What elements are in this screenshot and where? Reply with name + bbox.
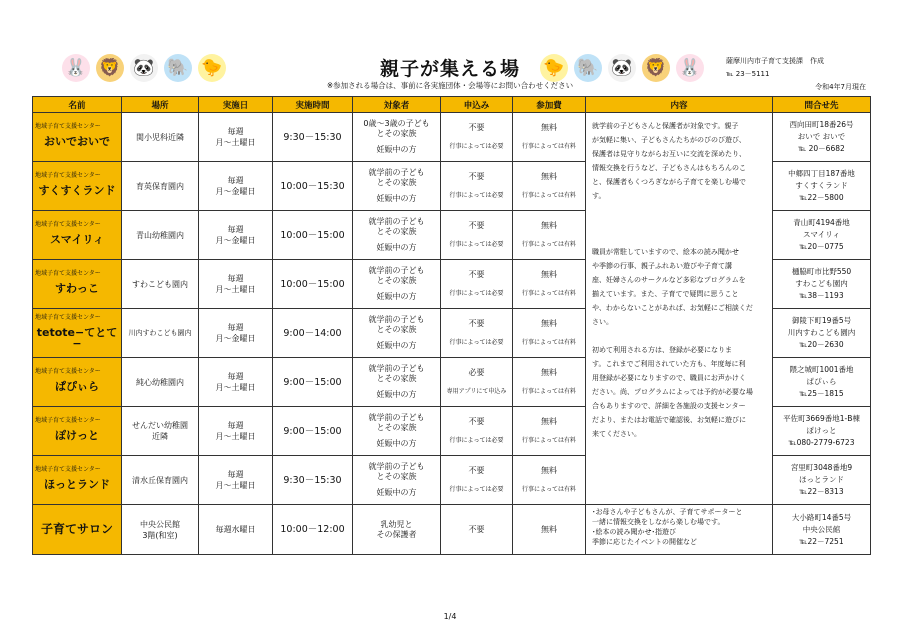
rabbit-icon: 🐰 — [62, 54, 90, 82]
apply: 不要 行事によっては必要 — [441, 309, 513, 358]
fee: 無料 行事によっては有料 — [513, 211, 586, 260]
col-header-day: 実施日 — [199, 97, 273, 113]
contact: 大小路町14番5号 中央公民館 ℡22－7251 — [773, 505, 871, 555]
place: 青山幼稚園内 — [122, 211, 199, 260]
org-label: 地域子育て支援センター — [35, 368, 101, 375]
apply: 不要 — [441, 505, 513, 555]
fee: 無料 行事によっては有料 — [513, 162, 586, 211]
day: 毎週水曜日 — [199, 505, 273, 555]
time: 9:00－15:00 — [273, 407, 353, 456]
day: 毎週 月～土曜日 — [199, 407, 273, 456]
col-header-target: 対象者 — [353, 97, 441, 113]
fee: 無料 行事によっては有料 — [513, 358, 586, 407]
table-row — [33, 505, 871, 555]
panda-icon: 🐼 — [130, 54, 158, 82]
place: 清水丘保育園内 — [122, 456, 199, 505]
target: 就学前の子ども とその家族 妊娠中の方 — [353, 407, 441, 456]
facility-name: 子育てサロン — [40, 522, 113, 536]
apply: 不要 行事によっては必要 — [441, 211, 513, 260]
contact: 隈之城町1001番地 ぱぴぃら ℡25－1815 — [773, 358, 871, 407]
fee: 無料 — [513, 505, 586, 555]
col-header-fee: 参加費 — [513, 97, 586, 113]
col-header-apply: 申込み — [441, 97, 513, 113]
col-header-place: 場所 — [122, 97, 199, 113]
apply: 必要 専用アプリにて申込み — [441, 358, 513, 407]
facility-name: おいでおいで — [44, 135, 110, 148]
contact: 宮里町3048番地9 ほっとランド ℡22－8313 — [773, 456, 871, 505]
lion-icon: 🦁 — [642, 54, 670, 82]
col-header-time: 実施時間 — [273, 97, 353, 113]
issuer-date: 令和4年7月現在 — [815, 83, 866, 91]
fee: 無料 行事によっては有料 — [513, 260, 586, 309]
time: 10:00－15:00 — [273, 260, 353, 309]
apply: 不要 行事によっては必要 — [441, 260, 513, 309]
facility-name-cell — [33, 260, 122, 309]
day: 毎週 月～金曜日 — [199, 211, 273, 260]
target: 就学前の子ども とその家族 妊娠中の方 — [353, 162, 441, 211]
issuer-tel: ℡ 23－5111 — [726, 70, 770, 78]
target: 就学前の子ども とその家族 妊娠中の方 — [353, 260, 441, 309]
time: 9:00－15:00 — [273, 358, 353, 407]
col-header-name: 名前 — [33, 97, 122, 113]
day: 毎週 月～金曜日 — [199, 309, 273, 358]
col-header-content: 内容 — [586, 97, 773, 113]
facility-name: ほっとランド — [44, 478, 110, 491]
content-description: 就学前の子どもさんと保護者が対象です。親子 が気軽に集い、子どもさんたちがのびのび遊び、 保護者は見守りながらお互いに交流を深めたり、 情報交換を行うなど、子どもさんはもちろんのこ と、保護者もくつろぎながら子育てを楽しむ場で す。 職員が常駐していますので、絵本の読み聞かせ や季節の行事、親子ふれあい遊びや子育て講 座、妊婦さんのサークルなど多彩なプログラムを 揃えています。また、子育てで疑問に思うこと や、わからないことがあれば、お気軽にご相談くだ さい。 初めて利用される方は、登録が必要になりま す。これまでご利用されていた方も、年度毎に利 用登録が必要になりますので、職員にお声かけく ださい。尚、プログラムによっては予約が必要な場 合もありますので、詳細を各施設の支援センター だより、またはお電話で確認後、お気軽に遊びに 来てください。 — [586, 113, 773, 505]
facility-name: ぱぴぃら — [55, 380, 99, 393]
fee: 無料 行事によっては有料 — [513, 456, 586, 505]
place: 育英保育園内 — [122, 162, 199, 211]
time: 9:30－15:30 — [273, 456, 353, 505]
facility-name-cell — [33, 358, 122, 407]
facility-name-cell — [33, 309, 122, 358]
chick-icon: 🐤 — [540, 54, 568, 82]
facility-name: スマイリィ — [49, 233, 105, 246]
contact: 樋脇町市比野550 すわこども園内 ℡38－1193 — [773, 260, 871, 309]
apply: 不要 行事によっては必要 — [441, 407, 513, 456]
target: 就学前の子ども とその家族 妊娠中の方 — [353, 309, 441, 358]
place: 川内すわこども園内 — [122, 309, 199, 358]
facility-name-cell — [33, 407, 122, 456]
org-label: 地域子育て支援センター — [35, 313, 101, 321]
time: 10:00－15:30 — [273, 162, 353, 211]
time: 9:30－15:30 — [273, 113, 353, 162]
day: 毎週 月～土曜日 — [199, 260, 273, 309]
time: 10:00－12:00 — [273, 505, 353, 555]
issuer-dept: 薩摩川内市子育て支援課 作成 — [726, 57, 824, 65]
apply: 不要 行事によっては必要 — [441, 162, 513, 211]
chick-icon: 🐤 — [198, 54, 226, 82]
page-title: 親子が集える場 — [379, 58, 520, 80]
org-label: 地域子育て支援センター — [35, 123, 101, 130]
rabbit-icon: 🐰 — [676, 54, 704, 82]
facility-name-cell — [33, 162, 122, 211]
elephant-icon: 🐘 — [574, 54, 602, 82]
day: 毎週 月～金曜日 — [199, 162, 273, 211]
place: 純心幼稚園内 — [122, 358, 199, 407]
place: せんだい幼稚園 近隣 — [122, 407, 199, 456]
place: すわこども園内 — [122, 260, 199, 309]
contact: 御陵下町19番5号 川内すわこども園内 ℡20－2630 — [773, 309, 871, 358]
fee: 無料 行事によっては有料 — [513, 407, 586, 456]
animal-illustrations-right — [540, 54, 704, 82]
facility-name: すくすくランド — [38, 184, 116, 197]
col-header-contact: 問合せ先 — [773, 97, 871, 113]
apply: 不要 行事によっては必要 — [441, 456, 513, 505]
fee: 無料 行事によっては有料 — [513, 113, 586, 162]
facility-name: ぽけっと — [55, 429, 99, 442]
contact: 平佐町3669番地1-B棟 ぽけっと ℡080-2779-6723 — [773, 407, 871, 456]
contact: 西向田町18番26号 おいで おいで ℡ 20－6682 — [773, 113, 871, 162]
contact: 青山町4194番地 スマイリィ ℡20－0775 — [773, 211, 871, 260]
facility-name: tetote−てとて− — [36, 325, 118, 350]
org-label: 地域子育て支援センター — [35, 466, 101, 473]
org-label: 地域子育て支援センター — [35, 221, 101, 228]
facility-name-cell — [33, 505, 122, 555]
day: 毎週 月～土曜日 — [199, 358, 273, 407]
elephant-icon: 🐘 — [164, 54, 192, 82]
apply: 不要 行事によっては必要 — [441, 113, 513, 162]
facility-name-cell — [33, 113, 122, 162]
contact: 中郷四丁目187番地 すくすくランド ℡22－5800 — [773, 162, 871, 211]
place: 中央公民館 3階(和室) — [122, 505, 199, 555]
target: 0歳～3歳の子ども とその家族 妊娠中の方 — [353, 113, 441, 162]
target: 乳幼児と その保護者 — [353, 505, 441, 555]
target: 就学前の子ども とその家族 妊娠中の方 — [353, 211, 441, 260]
target: 就学前の子ども とその家族 妊娠中の方 — [353, 456, 441, 505]
org-label: 地域子育て支援センター — [35, 270, 101, 277]
notice: ※参加される場合は、事前に各実施団体・会場等にお問い合わせください — [326, 81, 574, 90]
facility-name-cell — [33, 211, 122, 260]
fee: 無料 行事によっては有料 — [513, 309, 586, 358]
day: 毎週 月～土曜日 — [199, 456, 273, 505]
lion-icon: 🦁 — [96, 54, 124, 82]
target: 就学前の子ども とその家族 妊娠中の方 — [353, 358, 441, 407]
facility-name: すわっこ — [55, 282, 99, 295]
org-label: 地域子育て支援センター — [35, 417, 101, 424]
facility-table — [32, 96, 871, 555]
table-row — [33, 113, 871, 162]
time: 9:00－14:00 — [273, 309, 353, 358]
facility-name-cell — [33, 456, 122, 505]
day: 毎週 月～土曜日 — [199, 113, 273, 162]
place: 関小児科近隣 — [122, 113, 199, 162]
salon-description: ･お母さんや子どもさんが、子育てサポーターと 一緒に情報交換をしながら楽しむ場です。 ･絵本の読み聞かせ･指遊び 季節に応じたイベントの開催など — [586, 505, 773, 555]
org-label: 地域子育て支援センター — [35, 172, 101, 179]
page-number: 1/4 — [443, 612, 457, 621]
time: 10:00－15:00 — [273, 211, 353, 260]
panda-icon: 🐼 — [608, 54, 636, 82]
header-row — [33, 97, 871, 113]
